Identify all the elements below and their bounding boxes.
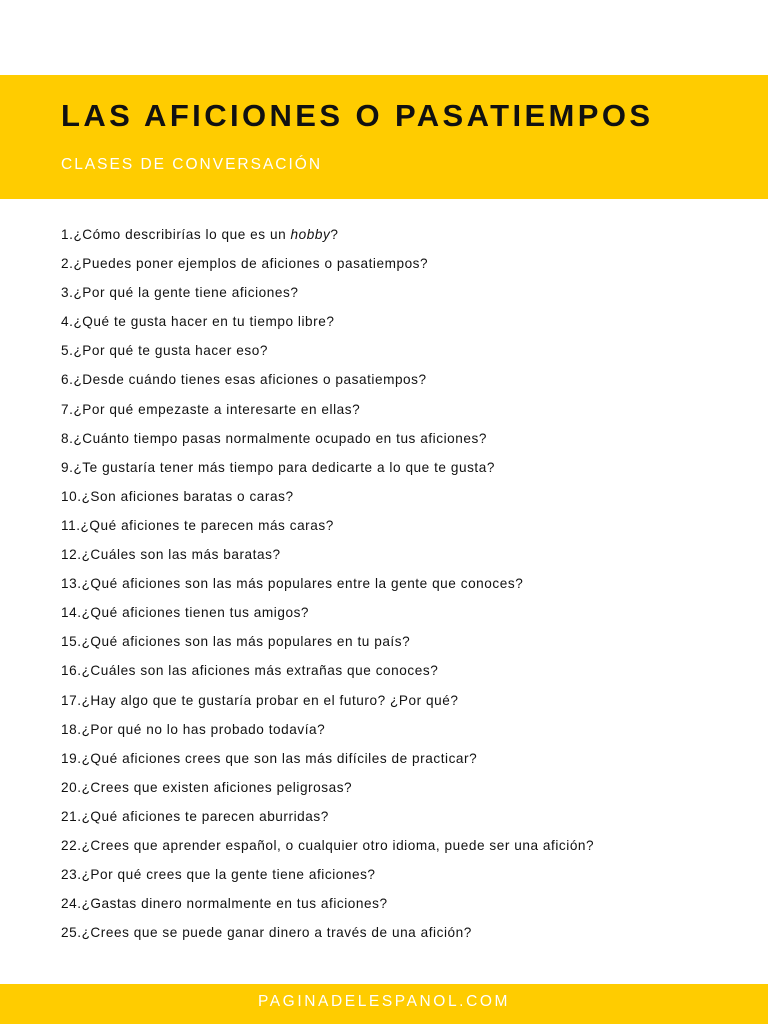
footer-banner <box>0 984 768 1024</box>
question-text: ¿Qué aficiones tienen tus amigos? <box>81 605 310 621</box>
question-number: 16. <box>61 663 82 679</box>
question-number: 10. <box>61 488 82 504</box>
question-item <box>61 686 741 715</box>
question-text: ¿Hay algo que te gustaría probar en el futuro? ¿Por qué? <box>81 692 459 708</box>
question-item <box>61 395 741 424</box>
question-text: ¿Cuáles son las más baratas? <box>81 547 281 563</box>
question-emphasis: hobby <box>290 227 331 242</box>
question-item <box>61 627 741 656</box>
question-number: 6. <box>61 372 74 388</box>
question-item <box>61 453 741 482</box>
question-number: 17. <box>61 692 82 708</box>
question-number: 23. <box>61 867 82 883</box>
question-text: ¿Por qué no lo has probado todavía? <box>81 721 326 737</box>
question-text: ¿Qué aficiones te parecen más caras? <box>80 517 334 533</box>
question-number: 7. <box>61 401 74 417</box>
question-item <box>61 598 741 627</box>
question-text: ¿Por qué crees que la gente tiene aficiones? <box>81 867 376 883</box>
question-number: 8. <box>61 430 74 446</box>
question-text: ¿Gastas dinero normalmente en tus aficiones? <box>81 896 388 912</box>
question-number: 25. <box>61 925 82 941</box>
question-number: 5. <box>61 343 74 359</box>
question-item <box>61 569 741 598</box>
page-title: LAS AFICIONES O PASATIEMPOS <box>61 98 654 133</box>
question-number: 3. <box>61 285 74 301</box>
question-item <box>61 715 741 744</box>
question-text: ¿Desde cuándo tienes esas aficiones o pasatiempos? <box>73 372 427 388</box>
question-item <box>61 860 741 889</box>
question-item <box>61 220 741 249</box>
question-number: 24. <box>61 896 82 912</box>
question-number: 11. <box>61 517 81 533</box>
question-item <box>61 773 741 802</box>
question-number: 13. <box>61 576 82 592</box>
question-number: 14. <box>61 605 82 621</box>
question-text: ¿Por qué empezaste a interesarte en ellas? <box>73 401 361 417</box>
question-item <box>61 831 741 860</box>
question-text: ¿Crees que existen aficiones peligrosas? <box>81 779 353 795</box>
question-item <box>61 336 741 365</box>
question-text: ¿Qué aficiones son las más populares en tu país? <box>81 634 411 650</box>
question-text: ¿Crees que aprender español, o cualquier otro idioma, puede ser una afición? <box>81 837 595 853</box>
question-number: 12. <box>61 547 82 563</box>
question-item <box>61 424 741 453</box>
footer-website: PAGINADELESPANOL.COM <box>257 993 511 1010</box>
question-item <box>61 307 741 336</box>
question-item <box>61 656 741 685</box>
question-number: 19. <box>61 750 82 766</box>
question-text: ¿Cuánto tiempo pasas normalmente ocupado en tus aficiones? <box>73 430 487 446</box>
question-item <box>61 278 741 307</box>
question-text: ¿Qué te gusta hacer en tu tiempo libre? <box>73 314 335 330</box>
question-text: ¿Qué aficiones crees que son las más difíciles de practicar? <box>81 750 478 766</box>
question-number: 4. <box>61 314 74 330</box>
question-number: 9. <box>61 459 74 475</box>
question-text: ¿Por qué te gusta hacer eso? <box>73 343 268 359</box>
question-text: ¿Cuáles son las aficiones más extrañas que conoces? <box>81 663 439 679</box>
question-text: ¿Qué aficiones son las más populares entre la gente que conoces? <box>81 576 524 592</box>
question-list <box>61 220 741 947</box>
question-item <box>61 249 741 278</box>
question-text: ¿Son aficiones baratas o caras? <box>81 488 294 504</box>
question-item <box>61 802 741 831</box>
question-text: ¿Qué aficiones te parecen aburridas? <box>81 808 329 824</box>
question-item <box>61 365 741 394</box>
question-item <box>61 482 741 511</box>
question-text: ¿Cómo describirías lo que es un <box>73 227 291 242</box>
question-item <box>61 918 741 947</box>
question-item <box>61 540 741 569</box>
question-item <box>61 889 741 918</box>
question-item <box>61 511 741 540</box>
question-text: ¿Puedes poner ejemplos de aficiones o pasatiempos? <box>73 256 429 272</box>
question-number: 22. <box>61 837 82 853</box>
question-number: 18. <box>61 721 82 737</box>
question-number: 15. <box>61 634 82 650</box>
question-item <box>61 744 741 773</box>
header-banner <box>0 75 768 199</box>
question-number: 2. <box>61 256 74 272</box>
page-subtitle: CLASES DE CONVERSACIÓN <box>61 156 323 173</box>
question-number: 1. <box>61 227 74 242</box>
question-text: ¿Por qué la gente tiene aficiones? <box>73 285 299 301</box>
question-text: ¿Crees que se puede ganar dinero a través de una afición? <box>81 925 472 941</box>
question-text-end: ? <box>330 227 339 242</box>
question-number: 21. <box>61 808 82 824</box>
question-text: ¿Te gustaría tener más tiempo para dedicarte a lo que te gusta? <box>73 459 495 475</box>
question-number: 20. <box>61 779 82 795</box>
